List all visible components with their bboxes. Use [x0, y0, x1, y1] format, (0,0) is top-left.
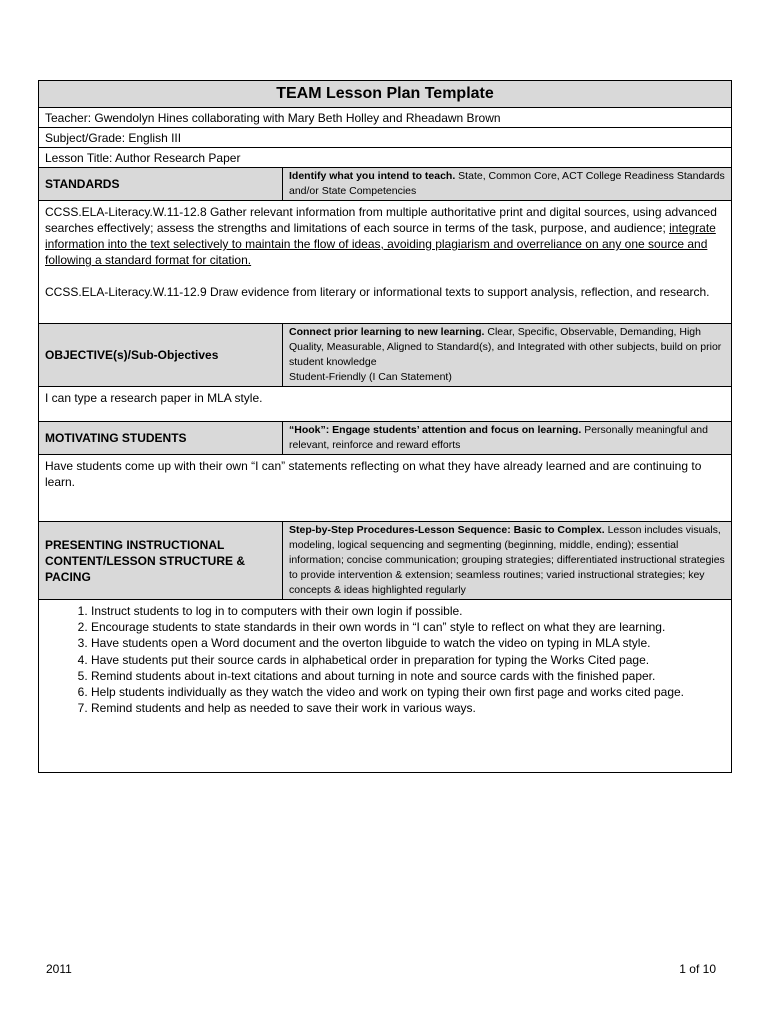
objectives-description: Connect prior learning to new learning. Clear, Specific, Observable, Demanding, High Quality, Measurable, Aligned to Standard(s), and Integrated with other subjects, build on prior student knowledge Student-Friendly (I Can Statement)	[283, 324, 732, 387]
lesson-title-row: Lesson Title: Author Research Paper	[39, 148, 732, 168]
standards-description: Identify what you intend to teach. State, Common Core, ACT College Readiness Standards and/or State Competencies	[283, 168, 732, 201]
page-title: TEAM Lesson Plan Template	[39, 81, 732, 108]
standards-label: STANDARDS	[39, 168, 283, 201]
footer-year: 2011	[46, 962, 72, 976]
subject-grade-row: Subject/Grade: English III	[39, 128, 732, 148]
teacher-row: Teacher: Gwendolyn Hines collaborating with Mary Beth Holley and Rheadawn Brown	[39, 108, 732, 128]
presenting-content	[39, 600, 732, 773]
standards-content	[39, 201, 732, 324]
standard-w-11-12-9: CCSS.ELA-Literacy.W.11-12.9 Draw evidence from literary or informational texts to support analysis, reflection, and research.	[45, 285, 710, 299]
footer-page-number: 1 of 10	[679, 962, 716, 976]
motivating-label: MOTIVATING STUDENTS	[39, 422, 283, 455]
list-item: 4. Have students put their source cards in alphabetical order in preparation for typing the Works Cited page.	[91, 652, 725, 668]
lesson-plan-table	[38, 80, 732, 773]
list-item: 6. Help students individually as they watch the video and work on typing their own first page and works cited page.	[91, 684, 725, 700]
procedure-list	[45, 603, 725, 716]
objectives-label: OBJECTIVE(s)/Sub-Objectives	[39, 324, 283, 387]
motivating-content: Have students come up with their own “I can” statements reflecting on what they have already learned and are continuing to learn.	[39, 455, 732, 522]
list-item: 3. Have students open a Word document and the overton libguide to watch the video on typing in MLA style.	[91, 635, 725, 651]
motivating-description: “Hook”: Engage students’ attention and focus on learning. Personally meaningful and relevant, reinforce and reward efforts	[283, 422, 732, 455]
list-item: 2. Encourage students to state standards in their own words in “I can” style to reflect on what they are learning.	[91, 619, 725, 635]
list-item: 7. Remind students and help as needed to save their work in various ways.	[91, 700, 725, 716]
list-item: 5. Remind students about in-text citations and about turning in note and source cards with the finished paper.	[91, 668, 725, 684]
objectives-content: I can type a research paper in MLA style.	[39, 387, 732, 422]
presenting-label: PRESENTING INSTRUCTIONAL CONTENT/LESSON STRUCTURE & PACING	[39, 522, 283, 600]
presenting-description: Step-by-Step Procedures-Lesson Sequence: Basic to Complex. Lesson includes visuals, modeling, logical sequencing and segmenting (beginning, middle, ending); essential information; concise communication; grouping strategies; differentiated instructional strategies to provide intervention & extension; seamless routines; varied instructional strategies; key concepts & ideas highlighted regularly	[283, 522, 732, 600]
standard-w-11-12-8: CCSS.ELA-Literacy.W.11-12.8 Gather relevant information from multiple authoritative print and digital sources, using advanced searches effectively; assess the strengths and limitations of each source in terms of the task, purpose, and audience; integrate information into the text selectively to maintain the flow of ideas, avoiding plagiarism and overreliance on any one source and following a standard format for citation.	[45, 205, 717, 267]
list-item: 1. Instruct students to log in to computers with their own login if possible.	[91, 603, 725, 619]
